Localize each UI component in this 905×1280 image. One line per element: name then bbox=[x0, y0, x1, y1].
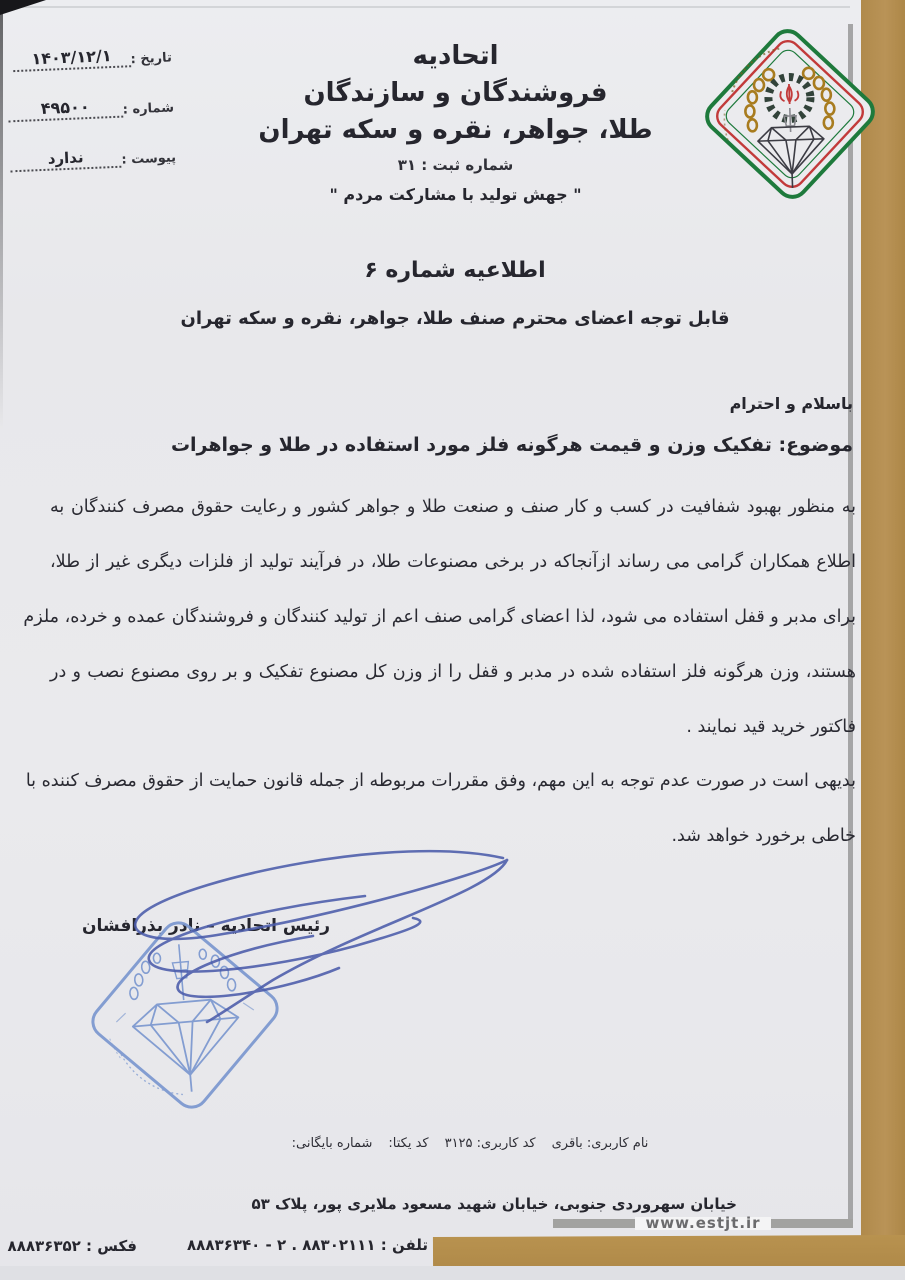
org-name-line3: طلا، جواهر، نقره و سکه تهران bbox=[258, 115, 653, 145]
letter-meta-block bbox=[1, 33, 177, 190]
org-name-line1: اتحادیه bbox=[412, 41, 499, 71]
body-line: برای مدبر و قفل استفاده می شود، لذا اعضای گرامی صنف اعم از تولید کنندگان و فروشندگان عمده و خرده، ملزم bbox=[23, 607, 856, 627]
attachment-label: پیوست : bbox=[121, 150, 177, 168]
admin-info-line bbox=[235, 1136, 705, 1151]
number-row bbox=[3, 82, 174, 122]
website-url: www.estjt.ir bbox=[635, 1217, 770, 1230]
date-value: ۱۴۰۳/۱۲/۱ bbox=[12, 45, 131, 72]
union-emblem-icon bbox=[705, 28, 875, 200]
footer-address: خیابان سهروردی جنوبی، خیابان شهید مسعود ملایری پور، پلاک ۵۳ bbox=[251, 1195, 737, 1213]
attachment-value: ندارد bbox=[10, 147, 122, 173]
footer-fax: فکس : ۸۸۸۳۶۳۵۲ bbox=[7, 1237, 137, 1255]
body-line: فاکتور خرید قید نمایند . bbox=[686, 717, 856, 737]
notice-title: اطلاعیه شماره ۶ bbox=[364, 258, 546, 283]
registration-number: شماره ثبت : ۳۱ bbox=[397, 156, 514, 174]
org-name-line2: فروشندگان و سازندگان bbox=[303, 78, 608, 108]
body-line: اطلاع همکاران گرامی می رساند ازآنجاکه در برخی مصنوعات طلا، در فرآیند تولید از فلزات دیگری غیر از طلا، bbox=[50, 552, 856, 572]
salutation: باسلام و احترام bbox=[729, 394, 853, 413]
unique-code-field: کد یکتا: bbox=[388, 1136, 429, 1151]
archive-number-field: شماره بایگانی: bbox=[291, 1136, 373, 1151]
slogan: " جهش تولید با مشارکت مردم " bbox=[329, 185, 582, 204]
date-row bbox=[1, 33, 172, 73]
website-bar bbox=[553, 1214, 853, 1232]
subject-line: موضوع: تفکیک وزن و قیمت هرگونه فلز مورد استفاده در طلا و جواهرات bbox=[170, 434, 853, 456]
signatory-title: رئیس اتحادیه – نادر بذرافشان bbox=[82, 916, 330, 936]
body-line: خاطی برخورد خواهد شد. bbox=[671, 826, 856, 846]
scan-bottom-strip bbox=[0, 1266, 905, 1280]
number-value: ۴۹۵۰۰ bbox=[7, 96, 123, 123]
number-label: شماره : bbox=[122, 100, 175, 118]
signature-mark bbox=[55, 828, 530, 1033]
username-field: نام کاربری: باقری bbox=[551, 1136, 649, 1151]
user-code-field: کد کاربری: ۳۱۲۵ bbox=[444, 1136, 536, 1151]
footer-phone: تلفن : ۸۸۳۰۲۱۱۱ . ۲ - ۸۸۸۳۶۳۴۰ bbox=[187, 1236, 428, 1254]
website-bar-segment bbox=[553, 1219, 635, 1228]
body-line: هستند، وزن هرگونه فلز استفاده شده در مدبر و قفل را از وزن کل مصنوع تفکیک و بر روی مصنوع نصب و در bbox=[50, 662, 856, 682]
attachment-row bbox=[5, 132, 176, 172]
body-line: بدیهی است در صورت عدم توجه به این مهم، وفق مقررات مربوطه از جمله قانون حمایت از حقوق مصرف کننده با bbox=[25, 771, 856, 791]
org-header bbox=[258, 38, 653, 204]
scan-edge-line bbox=[0, 6, 850, 8]
body-paragraph-1 bbox=[23, 492, 856, 767]
body-line: به منظور بهبود شفافیت در کسب و کار صنف و صنعت طلا و جواهر کشور و رعایت حقوق مصرف کنندگان به bbox=[50, 497, 856, 517]
gold-band-bottom bbox=[433, 1235, 905, 1268]
attention-line: قابل توجه اعضای محترم صنف طلا، جواهر، نقره و سکه تهران bbox=[180, 308, 730, 329]
website-bar-segment bbox=[771, 1219, 853, 1228]
date-label: تاریخ : bbox=[130, 50, 173, 68]
